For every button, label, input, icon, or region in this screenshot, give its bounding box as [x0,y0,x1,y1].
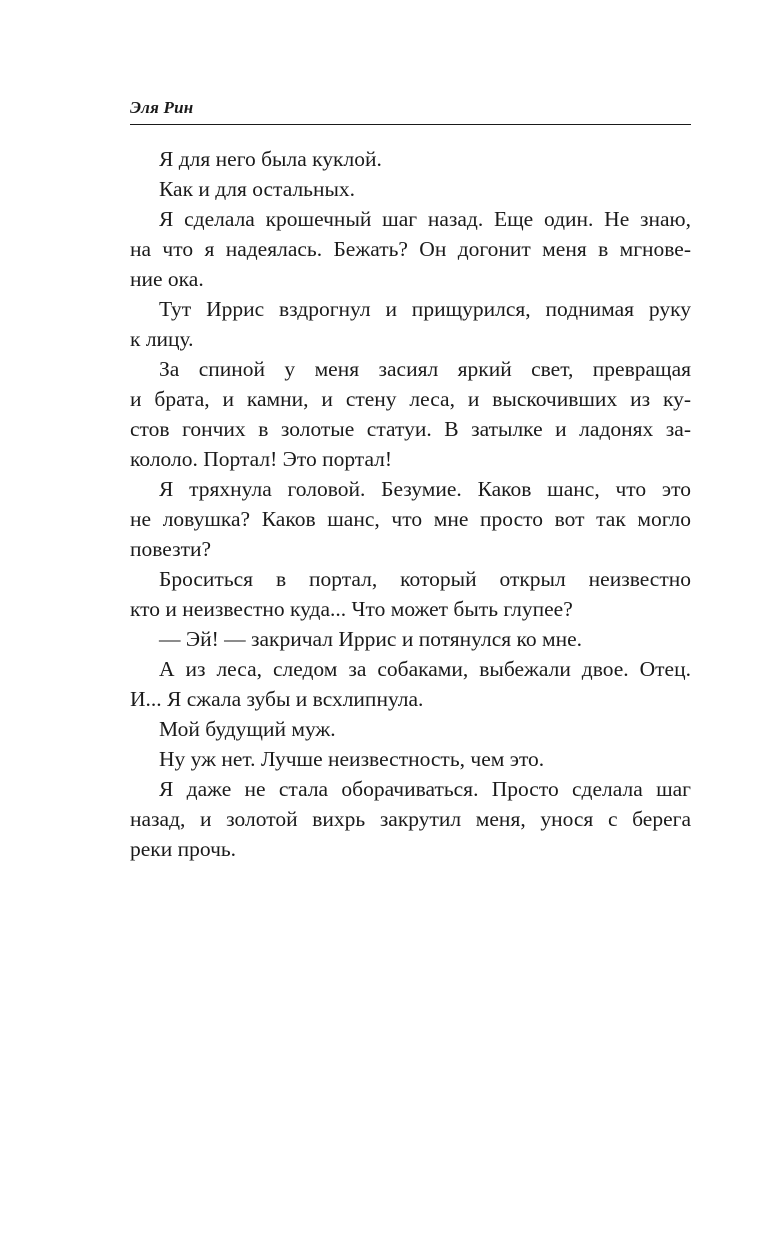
text-line: Ну уж нет. Лучше неизвестность, чем это. [159,747,545,771]
text-line: кололо. Портал! Это портал! [130,447,393,471]
text-line: кто и неизвестно куда... Что может быть глупее? [130,597,573,621]
text-line: И... Я сжала зубы и всхлипнула. [130,687,424,711]
text-line: ние ока. [130,267,204,291]
running-head-author: Эля Рин [130,98,194,117]
text-line: стов гончих в золотые статуи. В затылке и ладонях за- [130,417,691,441]
text-line: Броситься в портал, который открыл неизвестно [159,567,691,591]
text-line: Я даже не стала оборачиваться. Просто сделала шаг [159,777,691,801]
text-line: не ловушка? Каков шанс, что мне просто вот так могло [130,507,691,531]
header-rule [130,124,691,125]
text-line: к лицу. [130,327,194,351]
text-line: реки прочь. [130,837,237,861]
text-line: Я тряхнула головой. Безумие. Каков шанс, что это [159,477,691,501]
text-line: назад, и золотой вихрь закрутил меня, унося с берега [130,807,691,831]
text-line: — Эй! — закричал Иррис и потянулся ко мне. [159,627,583,651]
text-line: Я сделала крошечный шаг назад. Еще один. Не знаю, [159,207,691,231]
text-line: Тут Иррис вздрогнул и прищурился, поднимая руку [159,297,691,321]
text-line: А из леса, следом за собаками, выбежали двое. Отец. [159,657,691,681]
body-text [130,144,691,864]
text-line: Как и для остальных. [159,177,356,201]
text-line: на что я надеялась. Бежать? Он догонит меня в мгнове- [130,237,691,261]
text-line: Я для него была куклой. [159,147,382,171]
text-line: За спиной у меня засиял яркий свет, превращая [159,357,691,381]
text-line: Мой будущий муж. [159,717,336,741]
text-line: повезти? [130,537,212,561]
text-line: и брата, и камни, и стену леса, и выскочивших из ку- [130,387,691,411]
